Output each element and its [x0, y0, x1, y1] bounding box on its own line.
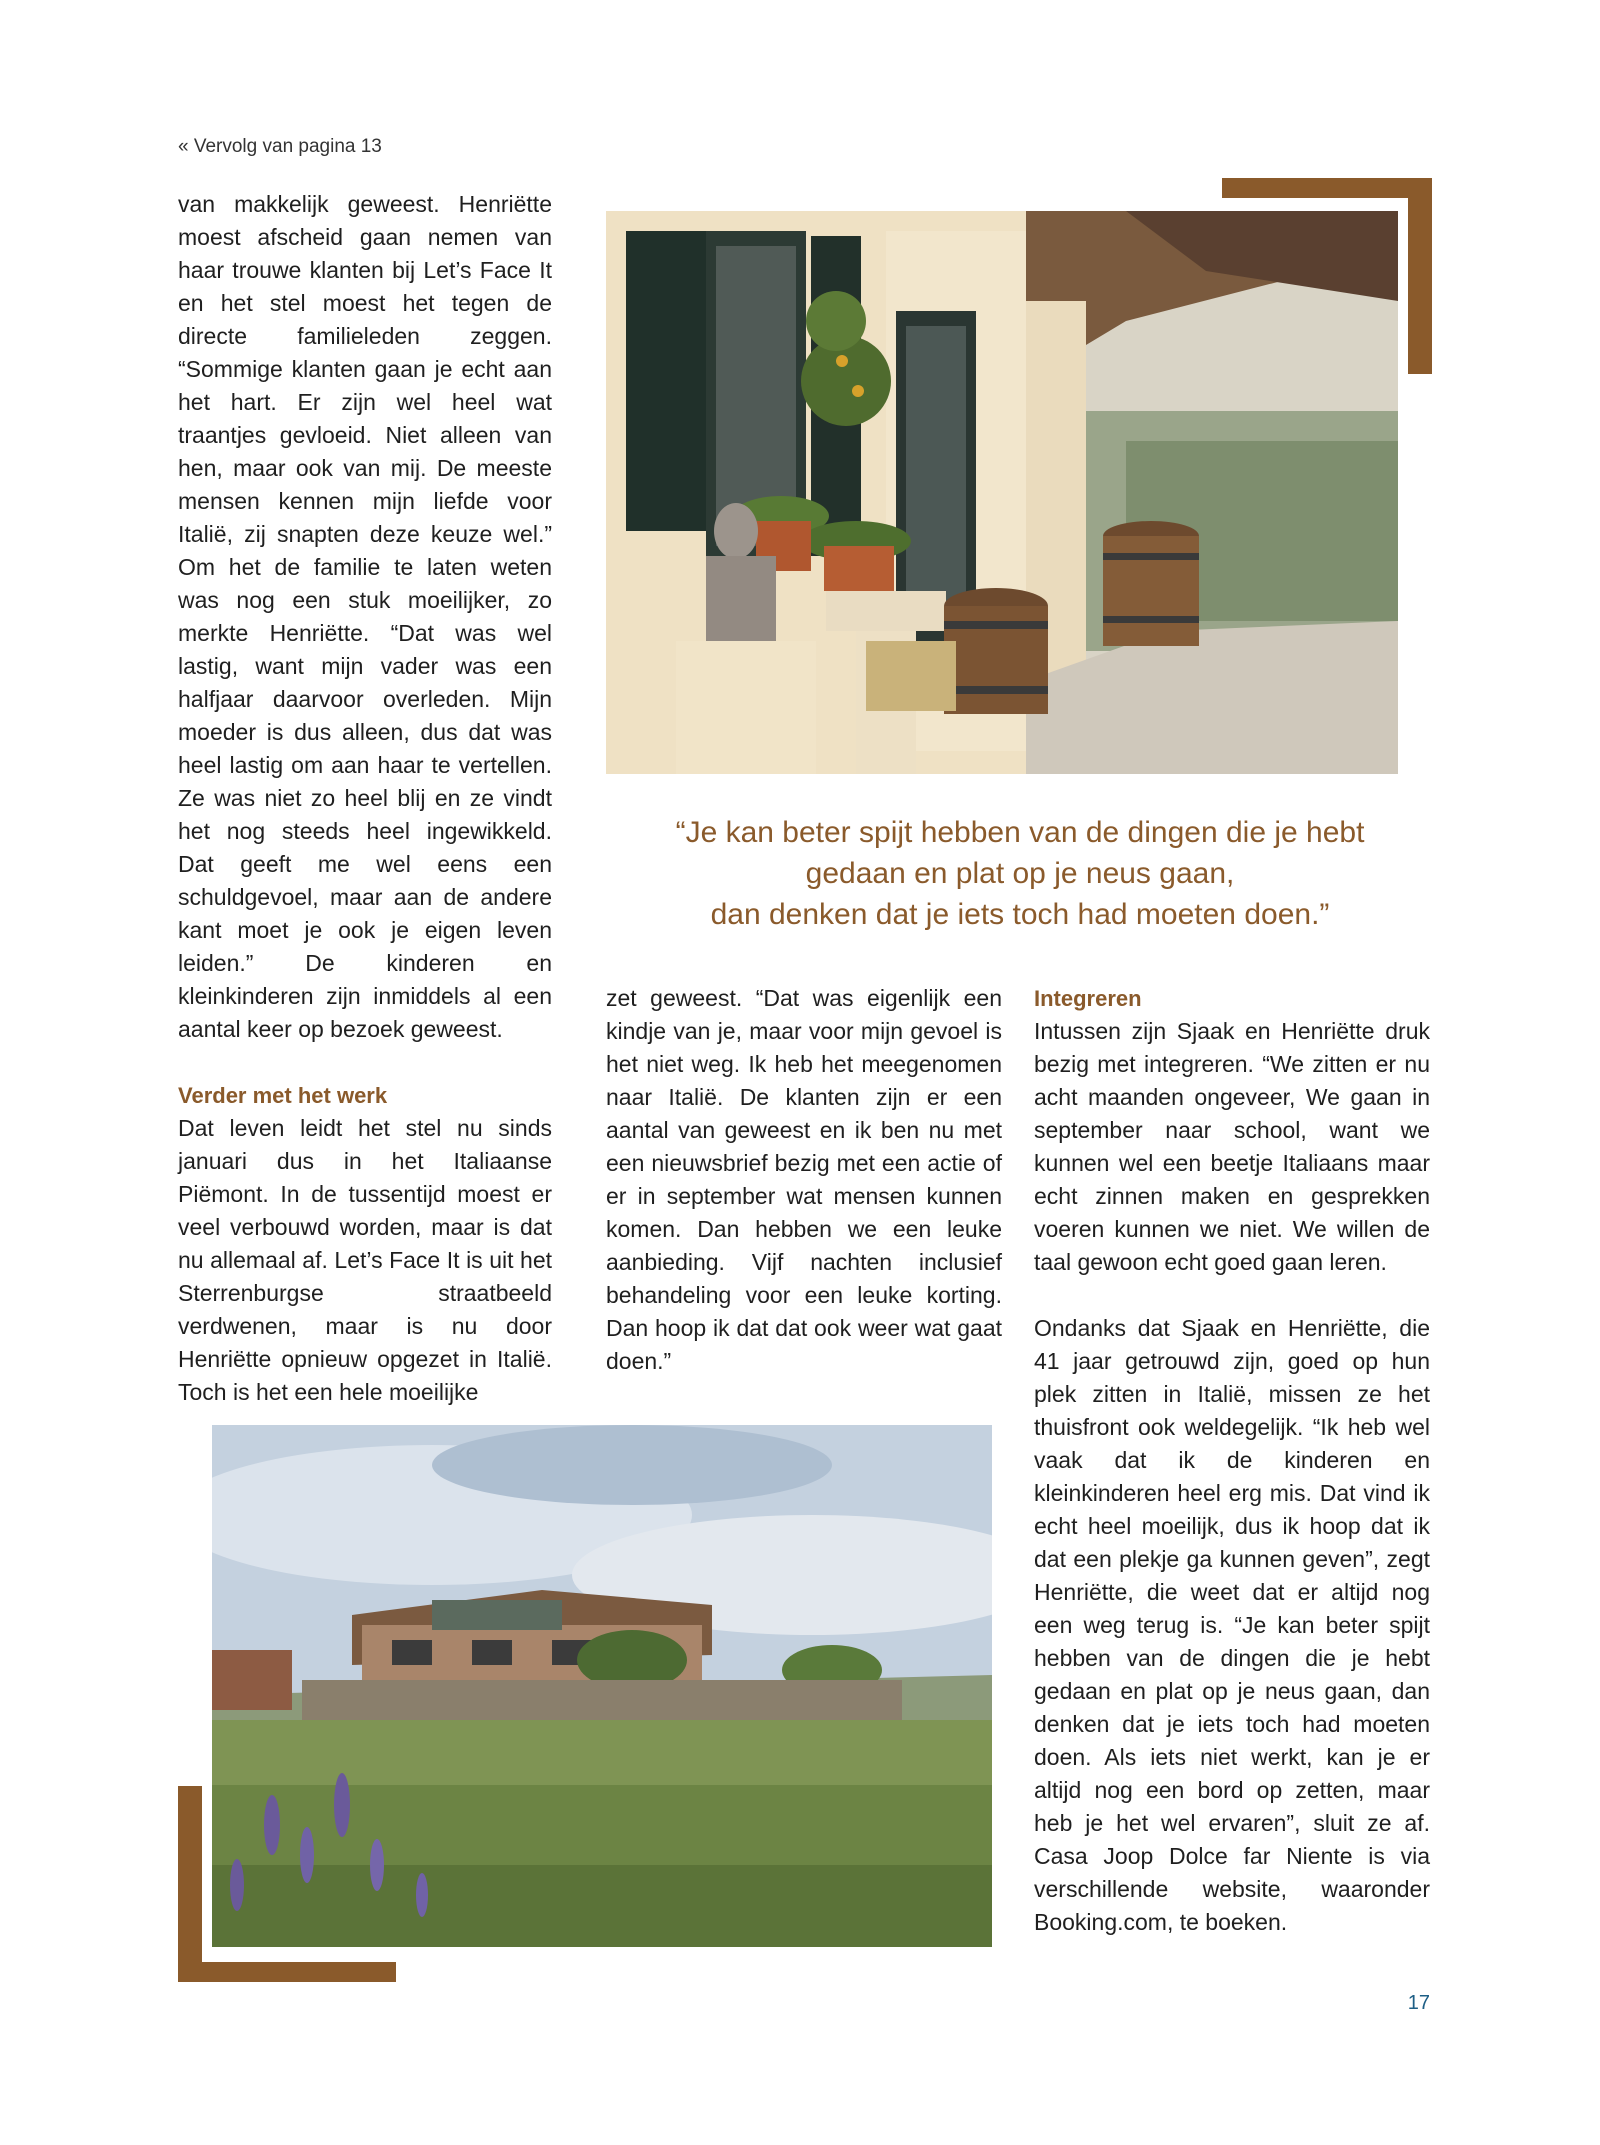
column1-paragraph-after-heading: Dat leven leidt het stel nu sinds januari dus in het Italiaanse Piëmont. In de tussentijd moest er veel verbouwd worden, maar is dat nu allemaal af. Let’s Face It is uit het Sterrenburgse straatbeeld verdwenen, maar is nu door Henriëtte opnieuw opgezet in Italië. Toch is het een hele moeilijke [178, 1115, 552, 1405]
meadow-house-photo [212, 1425, 992, 1947]
column3-paragraph-2: Ondanks dat Sjaak en Henriëtte, die 41 jaar getrouwd zijn, goed op hun plek zitten in Italië, missen ze het thuisfront ook weldegelijk. “Ik heb wel vaak dat ik de kinderen en kleinkinderen heel erg mis. Dat vind ik echt heel moeilijk, dus ik hoop dat ik dat een plekje ga kunnen geven”, zegt Henriëtte, die weet dat er altijd nog een weg terug is. “Je kan beter spijt hebben van de dingen die je hebt gedaan en plat op je neus gaan, dan denken dat je iets toch had moeten doen. Als iets niet werkt, kan je er altijd nog een bord op zetten, maar heb je het wel ervaren”, sluit ze af. Casa Joop Dolce far Niente is via verschillende website, waaronder Booking.com, te boeken. [1034, 1315, 1430, 1935]
section-heading-integreren: Integreren [1034, 986, 1142, 1011]
meadow-illustration [212, 1425, 992, 1947]
page-number: 17 [1407, 1992, 1430, 2014]
column1-paragraph: van makkelijk geweest. Henriëtte moest afscheid gaan nemen van haar trouwe klanten bij Let’s Face It en het stel moest het tegen de directe familieleden zeggen. “Sommige klanten gaan je echt aan het hart. Er zijn wel heel wat traantjes gevloeid. Niet alleen van hen, maar ook van mij. De meeste mensen kennen mijn liefde voor Italië, zij snapten deze keuze wel.” Om het de familie te laten weten was nog een stuk moeilijker, zo merkte Henriëtte. “Dat was wel lastig, want mijn vader was een halfjaar daarvoor overleden. Mijn moeder is dus alleen, dus dat was heel lastig om aan haar te vertellen. Ze was niet zo heel blij en ze vindt het nog steeds heel ingewikkeld. Dat geeft me wel eens een schuldgevoel, maar aan de andere kant moet je ook je eigen leven leiden.” De kinderen en kleinkinderen zijn inmiddels al een aantal keer op bezoek geweest. [178, 191, 552, 1042]
pull-quote-line-2: gedaan en plat op je neus gaan, [805, 857, 1235, 890]
article-column-1 [178, 188, 552, 1409]
terrace-photo [606, 211, 1398, 774]
column3-paragraph-1: Intussen zijn Sjaak en Henriëtte druk bezig met integreren. “We zitten er nu acht maanden ongeveer, We gaan in september naar school, want we kunnen wel een beetje Italiaans maar echt zinnen maken en gesprekken voeren kunnen we niet. We willen de taal gewoon echt goed gaan leren. [1034, 1018, 1430, 1275]
terrace-illustration [606, 211, 1398, 774]
section-heading-verder-met-het-werk: Verder met het werk [178, 1083, 388, 1108]
pull-quote-line-1: “Je kan beter spijt hebben van de dingen die je hebt [675, 816, 1365, 849]
pull-quote [610, 812, 1430, 935]
column2-paragraph: zet geweest. “Dat was eigenlijk een kindje van je, maar voor mijn gevoel is het niet weg. Ik heb het meegenomen naar Italië. De klanten zijn er een aantal van geweest en ik ben nu met een nieuwsbrief bezig met een actie of er in september wat mensen kunnen komen. Dan hebben we een leuke aanbieding. Vijf nachten inclusief behandeling voor een leuke korting. Dan hoop ik dat dat ook weer wat gaat doen.” [606, 985, 1002, 1374]
pull-quote-line-3: dan denken dat je iets toch had moeten doen.” [710, 898, 1330, 931]
continuation-note: « Vervolg van pagina 13 [178, 136, 382, 157]
article-column-2 [606, 982, 1002, 1378]
article-column-3 [1034, 982, 1430, 1939]
